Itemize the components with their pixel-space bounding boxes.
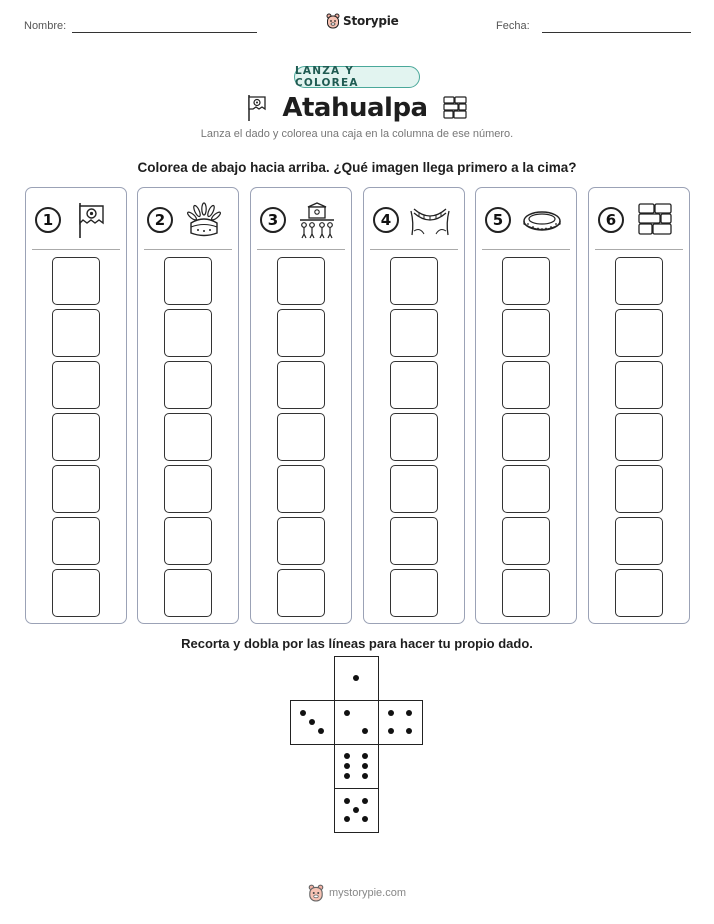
column-number: 6 [598,207,624,233]
color-box[interactable] [502,465,550,513]
date-label: Fecha: [496,20,530,32]
pip [388,728,394,734]
cut-instruction: Recorta y dobla por las líneas para hacer tu propio dado. [181,636,533,651]
color-box[interactable] [615,569,663,617]
storypie-mascot-icon [326,13,340,29]
column-number: 3 [260,207,286,233]
column-2 [137,187,239,624]
stone-wall-icon [635,201,675,239]
title-row [0,90,714,126]
color-box[interactable] [390,569,438,617]
color-box[interactable] [390,309,438,357]
pip [344,763,350,769]
pip [353,807,359,813]
color-box[interactable] [390,413,438,461]
color-box[interactable] [52,413,100,461]
color-box[interactable] [615,361,663,409]
column-5 [475,187,577,624]
column-6 [588,187,690,624]
die-face-2 [334,700,379,745]
color-box[interactable] [615,309,663,357]
color-box[interactable] [277,517,325,565]
color-box[interactable] [502,361,550,409]
color-box[interactable] [390,465,438,513]
pip [362,763,368,769]
color-box[interactable] [52,517,100,565]
logo-text: Storypie [343,14,399,28]
column-3 [250,187,352,624]
column-header [138,200,238,242]
pip [318,728,324,734]
color-box[interactable] [52,465,100,513]
column-header [364,200,464,242]
activity-badge: LANZA Y COLOREA [294,66,420,88]
color-box[interactable] [277,413,325,461]
color-box[interactable] [390,517,438,565]
die-face-1 [334,656,379,701]
color-box[interactable] [502,517,550,565]
color-box[interactable] [164,413,212,461]
die-face-4 [378,700,423,745]
flag-icon [72,201,112,239]
column-4 [363,187,465,624]
color-box[interactable] [502,413,550,461]
color-box[interactable] [390,257,438,305]
color-box[interactable] [615,413,663,461]
column-divider [32,249,120,250]
color-box[interactable] [615,517,663,565]
pip [344,710,350,716]
pip [344,773,350,779]
color-box[interactable] [277,309,325,357]
storypie-mascot-icon [308,884,324,902]
gold-ring-icon [522,201,562,239]
color-box[interactable] [502,257,550,305]
date-line[interactable] [542,32,691,33]
column-header [476,200,576,242]
color-box[interactable] [277,257,325,305]
color-box[interactable] [52,361,100,409]
footer [0,884,714,902]
die-face-6 [334,744,379,789]
color-box[interactable] [277,361,325,409]
color-box[interactable] [52,257,100,305]
column-header [589,200,689,242]
pip [300,710,306,716]
color-box[interactable] [502,569,550,617]
name-label: Nombre: [24,20,67,32]
pip [388,710,394,716]
column-header [251,200,351,242]
color-box[interactable] [164,465,212,513]
pip [362,798,368,804]
color-box[interactable] [164,569,212,617]
pip [362,753,368,759]
color-box[interactable] [390,361,438,409]
column-number: 1 [35,207,61,233]
column-divider [482,249,570,250]
color-box[interactable] [502,309,550,357]
column-divider [144,249,232,250]
color-box[interactable] [164,309,212,357]
pip [362,728,368,734]
column-number: 2 [147,207,173,233]
color-box[interactable] [615,257,663,305]
color-box[interactable] [52,569,100,617]
headdress-icon [184,201,224,239]
column-number: 5 [485,207,511,233]
instruction: Colorea de abajo hacia arriba. ¿Qué imagen llega primero a la cima? [137,160,577,175]
footer-url[interactable]: mystorypie.com [328,887,407,899]
pip [362,773,368,779]
die-face-5 [334,788,379,833]
storypie-logo [326,13,399,29]
column-number: 4 [373,207,399,233]
rope-bridge-icon [410,201,450,239]
flag-icon [246,94,268,122]
stone-wall-icon [442,95,468,121]
pip [406,728,412,734]
color-box[interactable] [277,465,325,513]
pip [344,798,350,804]
die-face-3 [290,700,335,745]
pip [353,675,359,681]
pip [362,816,368,822]
litter-icon [297,201,337,239]
page-title: Atahualpa [282,93,428,123]
pip [309,719,315,725]
color-box[interactable] [52,309,100,357]
color-box[interactable] [277,569,325,617]
column-1 [25,187,127,624]
column-header [26,200,126,242]
pip [406,710,412,716]
subtitle: Lanza el dado y colorea una caja en la columna de ese número. [200,128,514,140]
pip [344,753,350,759]
column-divider [370,249,458,250]
color-box[interactable] [164,517,212,565]
pip [344,816,350,822]
name-line[interactable] [72,32,257,33]
column-divider [257,249,345,250]
column-divider [595,249,683,250]
color-box[interactable] [615,465,663,513]
color-box[interactable] [164,361,212,409]
color-box[interactable] [164,257,212,305]
